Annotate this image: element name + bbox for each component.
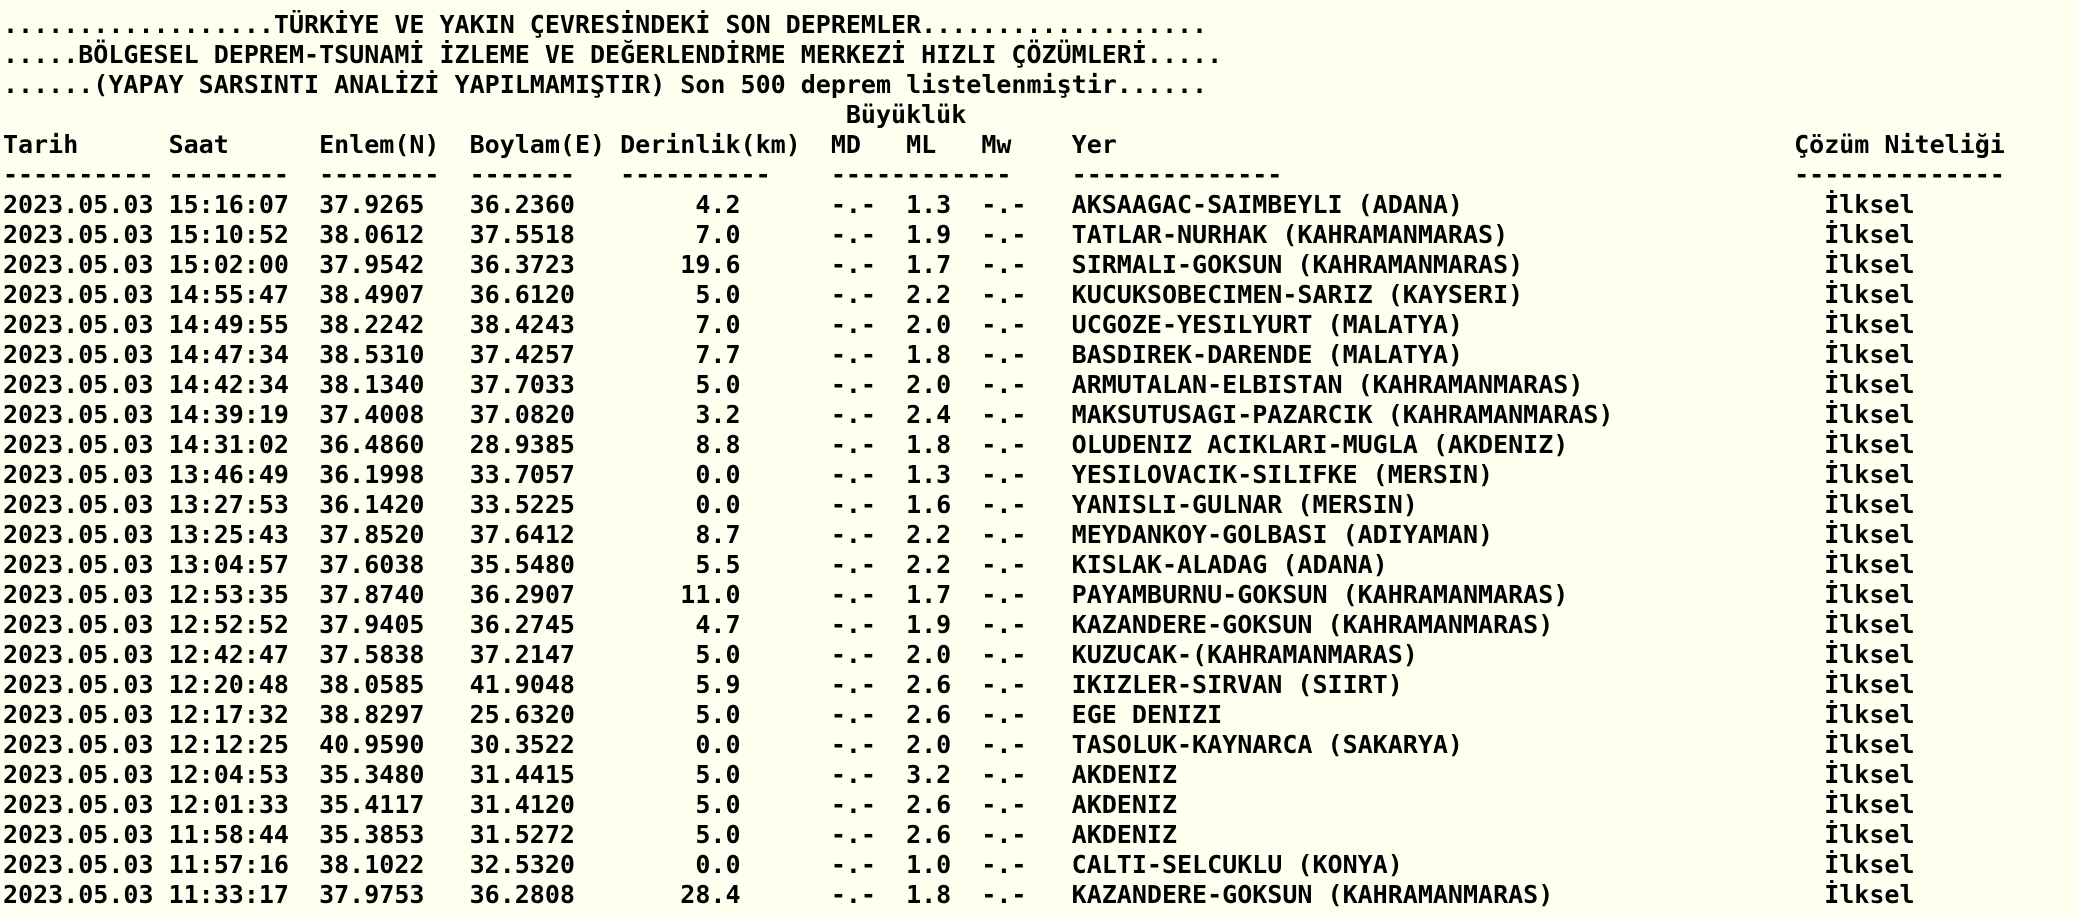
header-column-labels: Tarih Saat Enlem(N) Boylam(E) Derinlik(km) MD ML Mw Yer Çözüm Niteliği: [3, 130, 2005, 159]
table-row: 2023.05.03 12:17:32 38.8297 25.6320 5.0 -.- 2.6 -.- EGE DENIZI İlksel: [3, 700, 1915, 729]
table-row: 2023.05.03 13:04:57 37.6038 35.5480 5.5 -.- 2.2 -.- KISLAK-ALADAG (ADANA) İlksel: [3, 550, 1915, 579]
table-row: 2023.05.03 12:04:53 35.3480 31.4415 5.0 -.- 3.2 -.- AKDENIZ İlksel: [3, 760, 1915, 789]
earthquake-rows: [3, 190, 2078, 910]
table-row: 2023.05.03 13:46:49 36.1998 33.7057 0.0 -.- 1.3 -.- YESILOVACIK-SILIFKE (MERSIN) İlksel: [3, 460, 1915, 489]
header-magnitude-group: Büyüklük: [3, 100, 967, 129]
table-row: 2023.05.03 12:42:47 37.5838 37.2147 5.0 -.- 2.0 -.- KUZUCAK-(KAHRAMANMARAS) İlksel: [3, 640, 1915, 669]
table-row: 2023.05.03 13:27:53 36.1420 33.5225 0.0 -.- 1.6 -.- YANISLI-GULNAR (MERSIN) İlksel: [3, 490, 1915, 519]
table-row: 2023.05.03 12:12:25 40.9590 30.3522 0.0 -.- 2.0 -.- TASOLUK-KAYNARCA (SAKARYA) İlksel: [3, 730, 1915, 759]
table-row: 2023.05.03 14:49:55 38.2242 38.4243 7.0 -.- 2.0 -.- UCGOZE-YESILYURT (MALATYA) İlksel: [3, 310, 1915, 339]
table-row: 2023.05.03 14:39:19 37.4008 37.0820 3.2 -.- 2.4 -.- MAKSUTUSAGI-PAZARCIK (KAHRAMANMARAS) İlksel: [3, 400, 1915, 429]
table-row: 2023.05.03 11:58:44 35.3853 31.5272 5.0 -.- 2.6 -.- AKDENIZ İlksel: [3, 820, 1915, 849]
table-row: 2023.05.03 14:47:34 38.5310 37.4257 7.7 -.- 1.8 -.- BASDIREK-DARENDE (MALATYA) İlksel: [3, 340, 1915, 369]
table-row: 2023.05.03 11:33:17 37.9753 36.2808 28.4 -.- 1.8 -.- KAZANDERE-GOKSUN (KAHRAMANMARAS) İlksel: [3, 880, 1915, 909]
table-header: [3, 100, 2078, 190]
table-row: 2023.05.03 15:10:52 38.0612 37.5518 7.0 -.- 1.9 -.- TATLAR-NURHAK (KAHRAMANMARAS) İlksel: [3, 220, 1915, 249]
title-line-note: ......(YAPAY SARSINTI ANALİZİ YAPILMAMIŞTIR) Son 500 deprem listelenmiştir......: [3, 70, 1208, 99]
table-row: 2023.05.03 14:55:47 38.4907 36.6120 5.0 -.- 2.2 -.- KUCUKSOBECIMEN-SARIZ (KAYSERI) İlksel: [3, 280, 1915, 309]
table-row: 2023.05.03 15:16:07 37.9265 36.2360 4.2 -.- 1.3 -.- AKSAAGAC-SAIMBEYLI (ADANA) İlksel: [3, 190, 1915, 219]
title-line-center: .....BÖLGESEL DEPREM-TSUNAMİ İZLEME VE DEĞERLENDİRME MERKEZİ HIZLI ÇÖZÜMLERİ.....: [3, 40, 1223, 69]
table-row: 2023.05.03 12:20:48 38.0585 41.9048 5.9 -.- 2.6 -.- IKIZLER-SIRVAN (SIIRT) İlksel: [3, 670, 1915, 699]
table-row: 2023.05.03 12:53:35 37.8740 36.2907 11.0 -.- 1.7 -.- PAYAMBURNU-GOKSUN (KAHRAMANMARAS) İlksel: [3, 580, 1915, 609]
earthquake-list-page: [3, 10, 2078, 918]
header-separator: ---------- -------- -------- ------- ---------- ------------ -------------- --------------: [3, 160, 2005, 189]
title-block: [3, 10, 2078, 100]
table-row: 2023.05.03 12:01:33 35.4117 31.4120 5.0 -.- 2.6 -.- AKDENIZ İlksel: [3, 790, 1915, 819]
table-row: 2023.05.03 15:02:00 37.9542 36.3723 19.6 -.- 1.7 -.- SIRMALI-GOKSUN (KAHRAMANMARAS) İlksel: [3, 250, 1915, 279]
title-line-main: ..................TÜRKİYE VE YAKIN ÇEVRESİNDEKİ SON DEPREMLER...................: [3, 10, 1208, 39]
table-row: 2023.05.03 14:31:02 36.4860 28.9385 8.8 -.- 1.8 -.- OLUDENIZ ACIKLARI-MUGLA (AKDENIZ) İlksel: [3, 430, 1915, 459]
table-row: 2023.05.03 13:25:43 37.8520 37.6412 8.7 -.- 2.2 -.- MEYDANKOY-GOLBASI (ADIYAMAN) İlksel: [3, 520, 1915, 549]
table-row: 2023.05.03 12:52:52 37.9405 36.2745 4.7 -.- 1.9 -.- KAZANDERE-GOKSUN (KAHRAMANMARAS) İlksel: [3, 610, 1915, 639]
table-row: 2023.05.03 14:42:34 38.1340 37.7033 5.0 -.- 2.0 -.- ARMUTALAN-ELBISTAN (KAHRAMANMARAS) İlksel: [3, 370, 1915, 399]
table-row: 2023.05.03 11:57:16 38.1022 32.5320 0.0 -.- 1.0 -.- CALTI-SELCUKLU (KONYA) İlksel: [3, 850, 1915, 879]
